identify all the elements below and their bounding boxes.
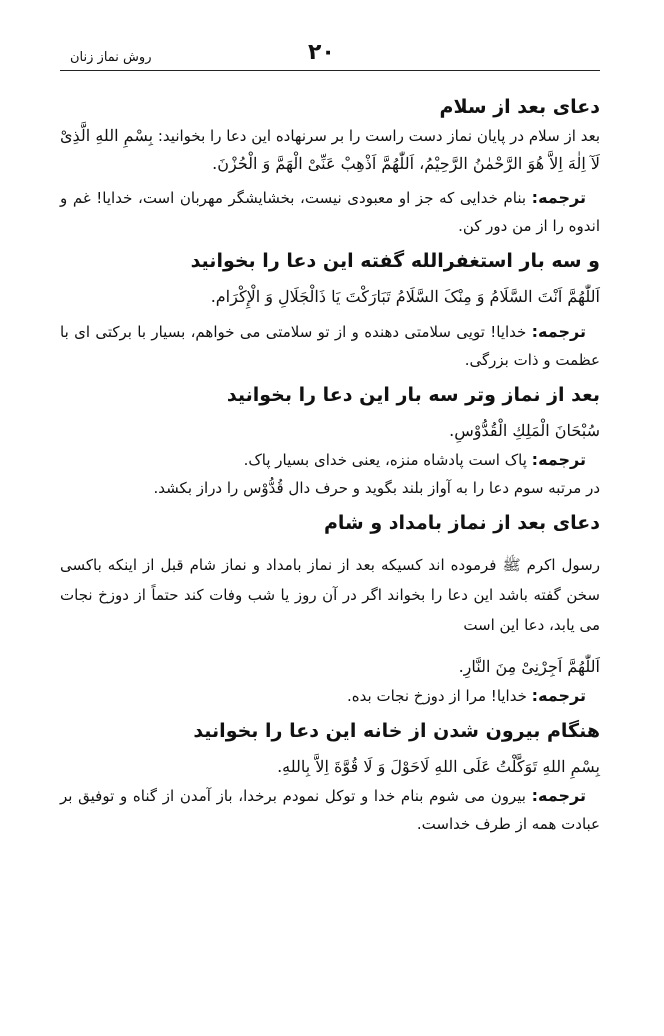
dua-text: بِسْمِ اللهِ الَّذِىْ لَآ اِلٰهَ اِلاَّ هُوَ الرَّحْمٰنُ الرَّحِيْمُ، اَللّٰهُمَّ اَذْهِبْ عَنِّىْ الْهَمَّ وَ الْحُزْنَ.	[60, 126, 600, 173]
translation: ترجمه: خدایا! مرا از دوزخ نجات بده.	[347, 686, 586, 705]
section-intro: بعد از سلام در پایان نماز دست راست را بر سرنهاده این دعا را بخوانید: بِسْمِ اللهِ الَّذِىْ لَآ اِلٰهَ اِلاَّ هُوَ الرَّحْمٰنُ الرَّحِيْمُ، اَللّٰهُمَّ اَذْهِبْ عَنِّىْ الْهَمَّ وَ الْحُزْنَ.	[60, 126, 600, 173]
dua-text: اَللّٰهُمَّ اَجِرْنِىْ مِنَ النَّارِ.	[458, 657, 600, 676]
section-intro: رسول اکرم ﷺ فرموده اند کسیکه بعد از نماز بامداد و نماز شام قبل از اینکه باکسی سخن گفته باشد این دعا را بخواند اگر در آن روز یا شب وفات کند حتماً از دوزخ نجات می یابد، دعا این است	[60, 556, 600, 634]
translation: ترجمه: بنام خدایی که جز او معبودی نیست، بخشایشگر مهربان است، خدایا! غم و اندوه را از من دور کن.	[60, 188, 600, 235]
dua-text: سُبْحَانَ الْمَلِكِ الْقُدُّوْسِ.	[449, 421, 600, 440]
dua-text: بِسْمِ اللهِ تَوَكَّلْتُ عَلَى اللهِ لَاحَوْلَ وَ لَا قُوَّةَ اِلاَّ بِاللهِ.	[277, 757, 600, 776]
page-content	[60, 92, 600, 838]
section-heading: دعای بعد از نماز بامداد و شام	[323, 512, 600, 534]
page-number: ۲۰	[308, 40, 335, 65]
translation: ترجمه: خدایا! تویی سلامتی دهنده و از تو سلامتی می خواهم، بسیار با برکتی ای با عظمت و ذات بزرگی.	[60, 322, 600, 369]
translation-label: ترجمه:	[531, 786, 586, 805]
dua-text: اَللّٰهُمَّ اَنْتَ السَّلَامُ وَ مِنْکَ السَّلَامُ تَبَارَکْتَ يَا ذَالْجَلَالِ وَ الْإِكْرَام.	[210, 287, 600, 306]
translation-label: ترجمه:	[531, 450, 586, 469]
running-title: روش نماز زنان	[70, 50, 152, 65]
section-note: در مرتبه سوم دعا را به آواز بلند بگوید و حرف دال قُدُّوْس را دراز بکشد.	[153, 479, 600, 497]
page-header	[60, 36, 600, 71]
section-heading: دعای بعد از سلام	[439, 96, 600, 118]
translation-label: ترجمه:	[531, 322, 586, 341]
translation: ترجمه: پاک است پادشاه منزه، یعنی خدای بسیار پاک.	[243, 450, 586, 469]
translation: ترجمه: بیرون می شوم بنام خدا و توکل نمودم برخدا، باز آمدن از گناه و توفیق بر عبادت همه از طرف خداست.	[60, 786, 600, 833]
translation-label: ترجمه:	[531, 188, 586, 207]
section-heading: هنگام بیرون شدن از خانه این دعا را بخوانید	[193, 720, 600, 742]
section-heading: و سه بار استغفرالله گفته این دعا را بخوانید	[190, 250, 600, 272]
translation-label: ترجمه:	[531, 686, 586, 705]
section-heading: بعد از نماز وتر سه بار این دعا را بخوانید	[226, 384, 600, 406]
